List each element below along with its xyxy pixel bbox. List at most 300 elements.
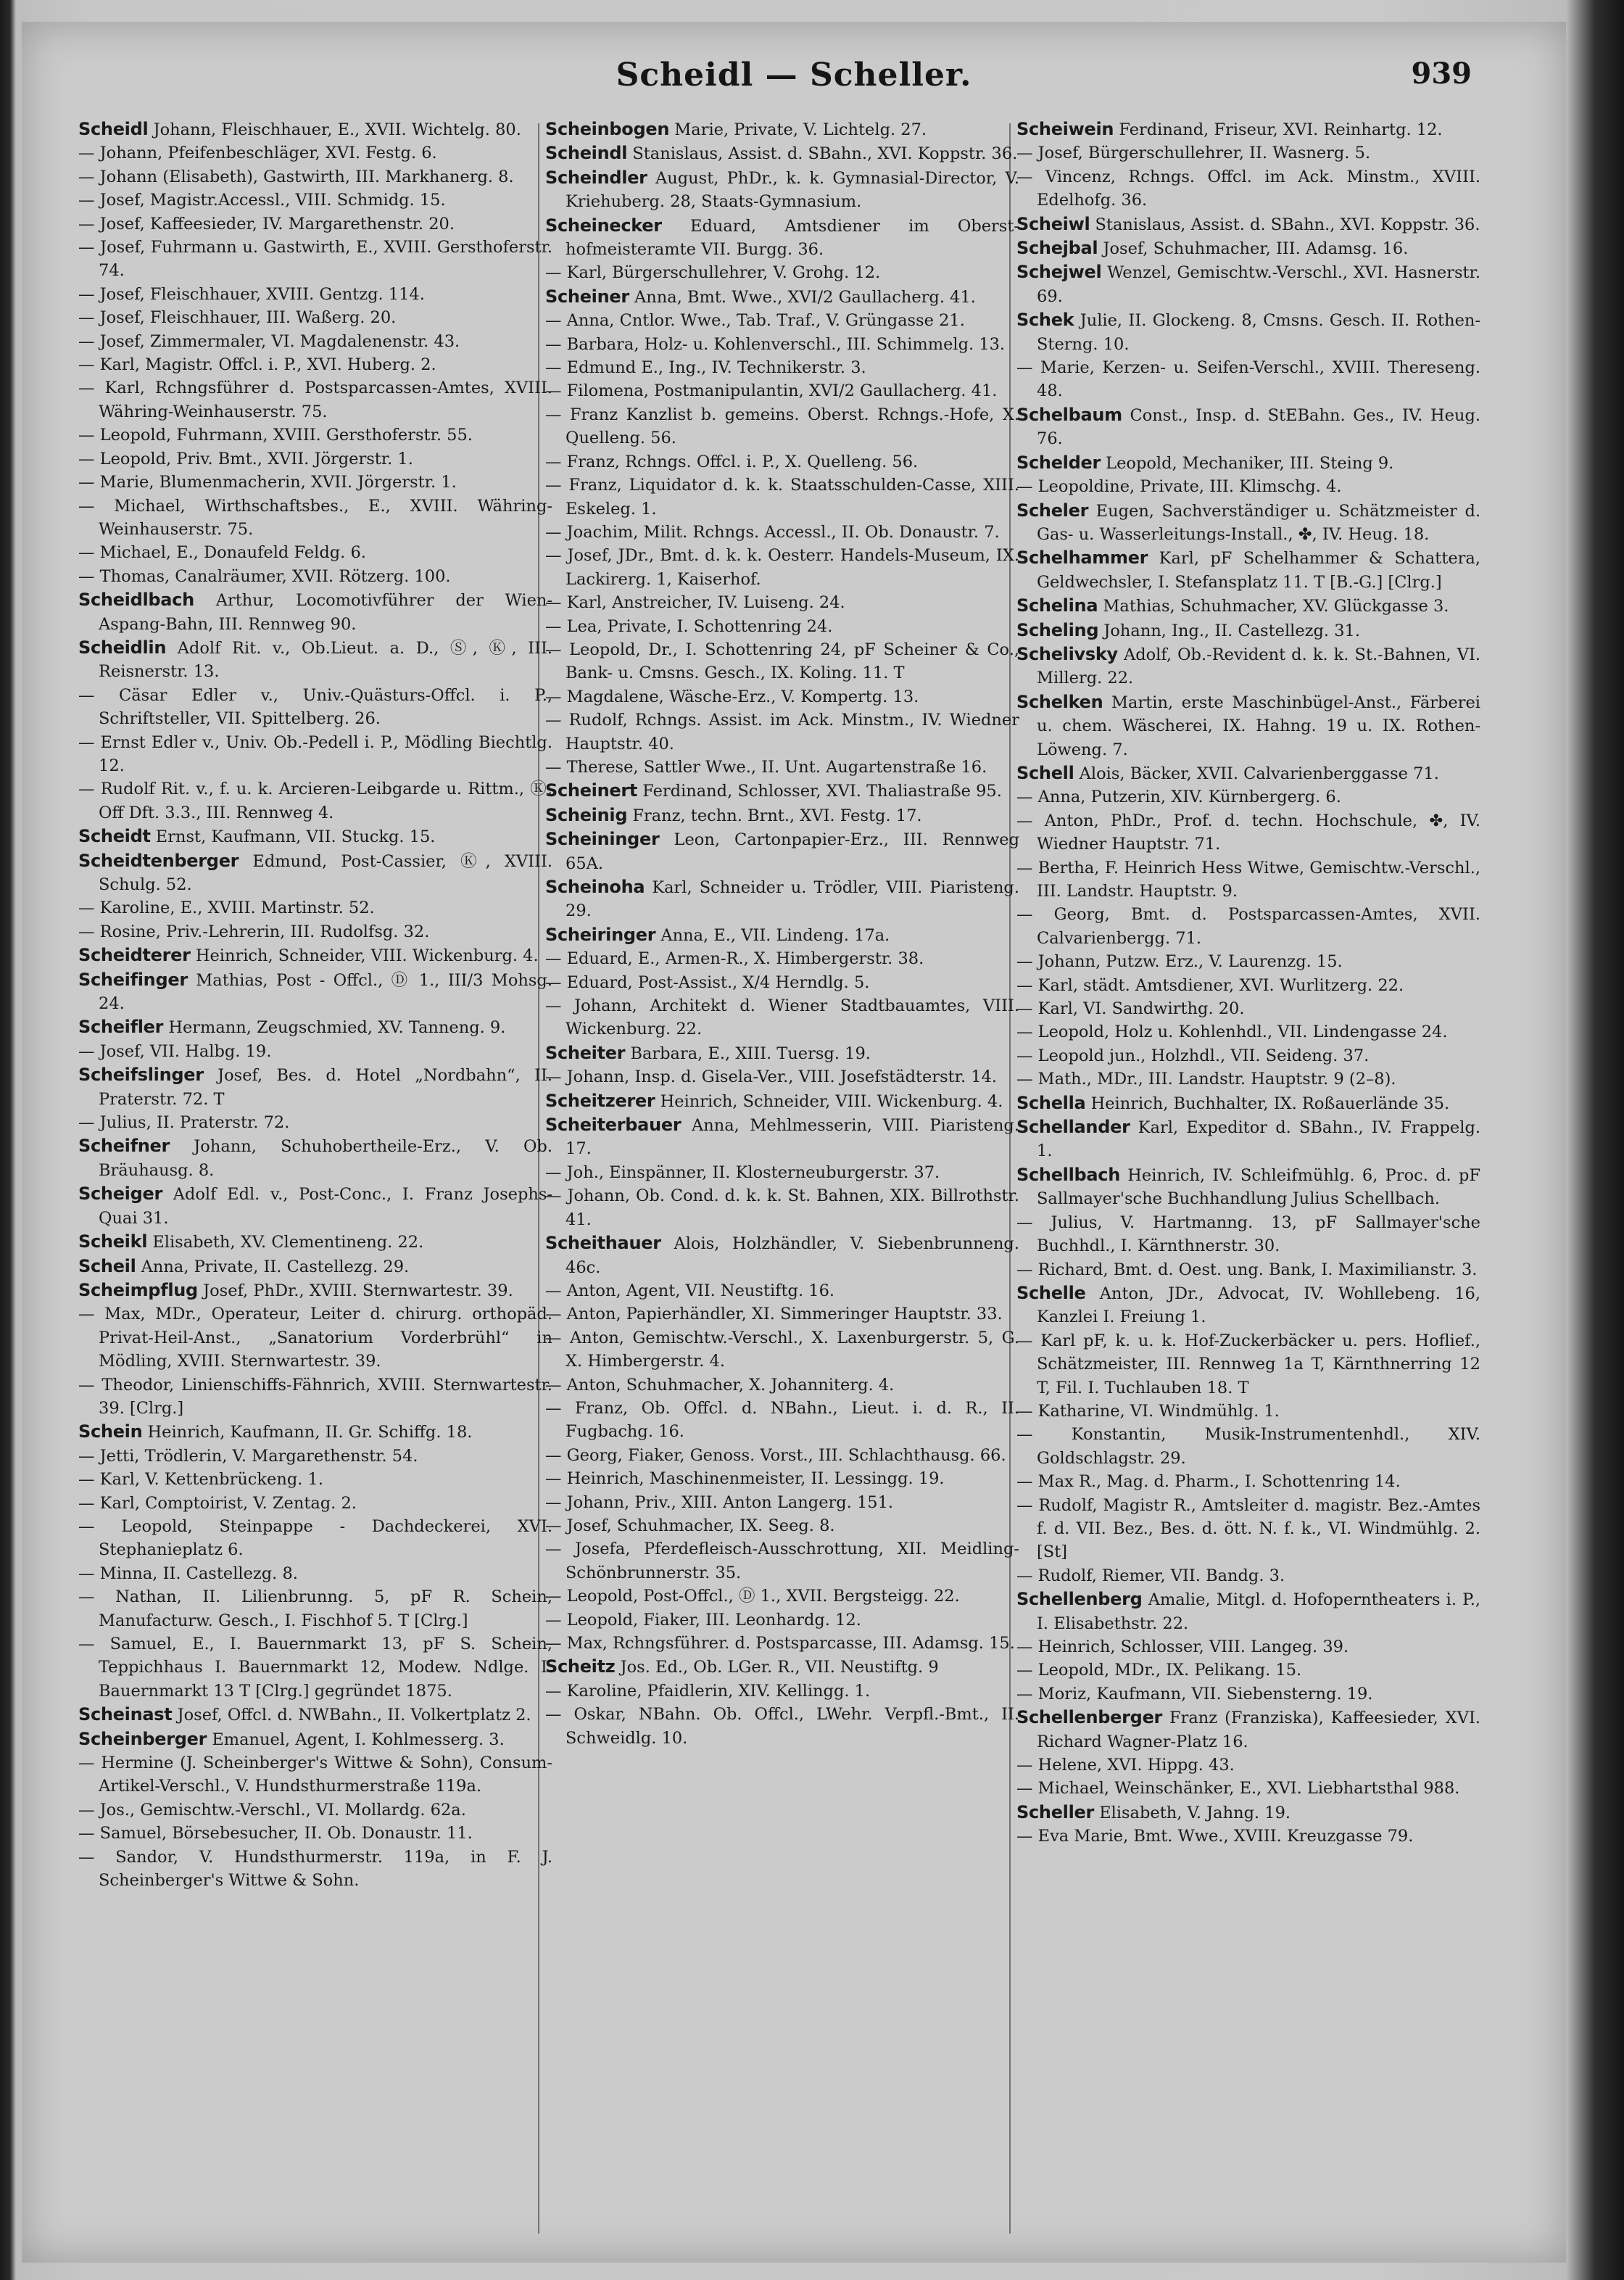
- entry-headword: Schejbal: [1016, 238, 1098, 259]
- entry-text: Josef, Bes. d. Hotel „Nordbahn“, II. Praterstr. 72. T: [99, 1066, 552, 1109]
- entry-headword: Scheiwein: [1016, 119, 1114, 139]
- directory-entry: [545, 709, 1019, 756]
- directory-entry: [1016, 809, 1480, 856]
- directory-entry: [78, 565, 552, 588]
- directory-entry: [1016, 260, 1480, 308]
- directory-entry: [1016, 974, 1480, 997]
- directory-entry: [1016, 1329, 1480, 1400]
- directory-entry: [545, 1632, 1019, 1655]
- directory-entry: [545, 1231, 1019, 1279]
- directory-entry: [545, 1444, 1019, 1467]
- directory-entry: [545, 923, 1019, 947]
- directory-entry: [78, 376, 552, 424]
- entry-text: Anna, Bmt. Wwe., XVI/2 Gaullacherg. 41.: [629, 287, 976, 307]
- directory-entry: [78, 236, 552, 283]
- directory-entry: [78, 1585, 552, 1632]
- entry-text: — Heinrich, Schlosser, VIII. Langeg. 39.: [1016, 1637, 1349, 1656]
- entry-text: — Michael, Wirthschaftsbes., E., XVIII. Währing-Weinhauserstr. 75.: [78, 496, 552, 539]
- directory-entry: [78, 1374, 552, 1421]
- directory-page: [22, 22, 1566, 2263]
- entry-text: Karl, Schneider u. Trödler, VIII. Piaristeng. 29.: [566, 878, 1019, 921]
- entry-text: — Ernst Edler v., Univ. Ob.-Pedell i. P., Mödling Biechtlg. 12.: [78, 732, 552, 775]
- entry-headword: Scheler: [1016, 500, 1089, 521]
- entry-text: — Max, MDr., Operateur, Leiter d. chirurg. orthopäd. Privat-Heil-Anst., „Sanatorium Vorderbrühl“ in Mödling, XVIII. Sternwartestr. 39.: [78, 1305, 552, 1371]
- entry-text: — Jetti, Trödlerin, V. Margarethenstr. 54.: [78, 1446, 418, 1466]
- entry-text: Leopold, Mechaniker, III. Steing 9.: [1101, 453, 1394, 473]
- directory-entry: [545, 474, 1019, 521]
- directory-entry: [78, 1255, 552, 1279]
- directory-entry: [78, 1515, 552, 1562]
- directory-entry: [545, 1655, 1019, 1679]
- entry-headword: Scheinert: [545, 780, 638, 801]
- entry-headword: Schella: [1016, 1092, 1086, 1113]
- directory-entry: [78, 141, 552, 165]
- directory-entry: [78, 1703, 552, 1727]
- directory-entry: [1016, 308, 1480, 356]
- entry-text: — Anton, PhDr., Prof. d. techn. Hochschule, ✤, IV. Wiedner Hauptstr. 71.: [1016, 811, 1480, 854]
- entry-text: — Karl, Bürgerschullehrer, V. Grohg. 12.: [545, 263, 881, 283]
- directory-entry: [78, 588, 552, 636]
- entry-text: — Nathan, II. Lilienbrunng. 5, pF R. Schein, Manufacturw. Gesch., I. Fischhof 5. T [Clrg.]: [78, 1587, 552, 1630]
- entry-text: — Anton, Papierhändler, XI. Simmeringer Hauptstr. 33.: [545, 1305, 1003, 1324]
- directory-entry: [78, 283, 552, 306]
- entry-text: Amalie, Mitgl. d. Hofoperntheaters i. P., I. Elisabethstr. 22.: [1037, 1590, 1480, 1633]
- entry-text: — Georg, Fiaker, Genoss. Vorst., III. Schlachthausg. 66.: [545, 1445, 1006, 1465]
- directory-entry: [1016, 594, 1480, 618]
- directory-entry: [1016, 1258, 1480, 1281]
- directory-entry: [1016, 1706, 1480, 1754]
- entry-text: Ferdinand, Schlosser, XVI. Thaliastraße 95.: [637, 782, 1002, 801]
- directory-entry: [545, 827, 1019, 875]
- directory-entry: [78, 1134, 552, 1182]
- entry-text: — Bertha, F. Heinrich Hess Witwe, Gemischtw.-Verschl., III. Landstr. Hauptstr. 9.: [1016, 858, 1480, 901]
- directory-entry: [78, 306, 552, 329]
- entry-text: — Michael, Weinschänker, E., XVI. Liebhartsthal 988.: [1016, 1779, 1460, 1798]
- entry-text: — Samuel, E., I. Bauernmarkt 13, pF S. Schein, Teppichhaus I. Bauernmarkt 12, Modew. Ndlge. I. Bauernmarkt 13 T [Clrg.] gegründet 1875.: [78, 1635, 552, 1701]
- entry-text: Elisabeth, XV. Clementineng. 22.: [147, 1233, 424, 1252]
- entry-headword: Schejwel: [1016, 262, 1102, 283]
- entry-text: — Rudolf Rit. v., f. u. k. Arcieren-Leibgarde u. Rittm., Ⓚ, Off Dft. 3.3., III. Rennweg 4.: [78, 780, 552, 822]
- directory-entry: [1016, 475, 1480, 498]
- directory-entry: [545, 356, 1019, 379]
- entry-text: — Leopold, Dr., I. Schottenring 24, pF Scheiner & Co., Bank- u. Cmsns. Gesch., IX. Koling. 11. T: [545, 640, 1019, 683]
- entry-headword: Scheimpflug: [78, 1279, 198, 1300]
- directory-entry: [545, 1302, 1019, 1326]
- entry-text: — Johann (Elisabeth), Gastwirth, III. Markhanerg. 8.: [78, 167, 514, 186]
- directory-entry: [1016, 1115, 1480, 1163]
- entry-text: — Therese, Sattler Wwe., II. Unt. Augartenstraße 16.: [545, 757, 987, 777]
- entry-text: — Karoline, E., XVIII. Martinstr. 52.: [78, 899, 375, 918]
- directory-entry: [1016, 403, 1480, 451]
- entry-text: — Johann, Ob. Cond. d. k. k. St. Bahnen, XIX. Billrothstr. 41.: [545, 1186, 1019, 1229]
- directory-entry: [1016, 546, 1480, 594]
- entry-text: — Oskar, NBahn. Ob. Offcl., LWehr. Verpfl.-Bmt., II. Schweidlg. 10.: [545, 1705, 1019, 1748]
- entry-text: Anna, E., VII. Lindeng. 17a.: [655, 925, 890, 945]
- entry-headword: Schellbach: [1016, 1164, 1121, 1185]
- entry-text: — Leopold, Post-Offcl., Ⓓ 1., XVII. Bergsteigg. 22.: [545, 1587, 960, 1606]
- entry-text: — Leopold, Holz u. Kohlenhdl., VII. Lindengasse 24.: [1016, 1023, 1448, 1042]
- entry-text: Mathias, Post - Offcl., Ⓓ 1., III/3 Mohsg. 24.: [99, 970, 552, 1014]
- entry-text: Julie, II. Glockeng. 8, Cmsns. Gesch. II. Rothen-Sterng. 10.: [1037, 311, 1480, 354]
- entry-text: — Marie, Blumenmacherin, XVII. Jörgerstr. 1.: [78, 473, 457, 492]
- entry-text: — Joh., Einspänner, II. Klosterneuburgerstr. 37.: [545, 1162, 940, 1182]
- directory-entry: [1016, 1470, 1480, 1493]
- directory-entry: [78, 1798, 552, 1822]
- directory-entry: [78, 1279, 552, 1302]
- entry-text: — Josef, Magistr.Accessl., VIII. Schmidg. 15.: [78, 191, 446, 210]
- directory-entry: [545, 521, 1019, 544]
- entry-headword: Scheifner: [78, 1136, 170, 1157]
- entry-text: — Minna, II. Castellezg. 8.: [78, 1564, 298, 1583]
- directory-entry: [78, 1040, 552, 1063]
- entry-text: — Josef, Kaffeesieder, IV. Margarethenstr. 20.: [78, 214, 455, 234]
- entry-text: Heinrich, Buchhalter, IX. Roßauerlände 35.: [1085, 1094, 1450, 1113]
- entry-text: — Josef, Fuhrmann u. Gastwirth, E., XVIII. Gersthoferstr. 74.: [78, 238, 552, 281]
- entry-headword: Scheidt: [78, 826, 151, 847]
- directory-entry: [545, 1397, 1019, 1444]
- entry-text: — Johann, Putzw. Erz., V. Laurenzg. 15.: [1016, 952, 1343, 972]
- entry-text: — Josef, Bürgerschullehrer, II. Wasnerg. 5.: [1016, 144, 1371, 163]
- directory-entry: [545, 309, 1019, 332]
- entry-text: — Eduard, E., Armen-R., X. Himbergerstr. 38.: [545, 949, 924, 969]
- entry-headword: Schell: [1016, 762, 1074, 783]
- entry-text: — Sandor, V. Hundsthurmerstr. 119a, in F. J. Scheinberger's Wittwe & Sohn.: [78, 1847, 552, 1891]
- entry-text: — Max R., Mag. d. Pharm., I. Schottenring 14.: [1016, 1472, 1401, 1492]
- entry-text: — Filomena, Postmanipulantin, XVI/2 Gaullacherg. 41.: [545, 381, 998, 401]
- directory-entry: [78, 1822, 552, 1845]
- entry-text: — Samuel, Börsebesucher, II. Ob. Donaustr. 11.: [78, 1824, 473, 1843]
- entry-headword: Scheindler: [545, 167, 647, 188]
- directory-entry: [78, 495, 552, 542]
- entry-headword: Schelle: [1016, 1282, 1086, 1303]
- directory-entry: [545, 638, 1019, 685]
- entry-text: — Josef, Fleischhauer, III. Waßerg. 20.: [78, 308, 397, 328]
- directory-entry: [78, 1182, 552, 1230]
- entry-text: Johann, Schuhobertheile-Erz., V. Ob. Bräuhausg. 8.: [99, 1137, 552, 1180]
- entry-text: — Anna, Putzerin, XIV. Kürnbergerg. 6.: [1016, 788, 1341, 807]
- entry-headword: Scheiner: [545, 286, 629, 307]
- entry-headword: Scheinbogen: [545, 119, 670, 139]
- entry-text: Martin, erste Maschinbügel-Anst., Färberei u. chem. Wäscherei, IX. Hahng. 19 u. IX. Rothen-Löweng. 7.: [1037, 693, 1480, 759]
- entry-text: Heinrich, Kaufmann, II. Gr. Schiffg. 18.: [142, 1423, 473, 1442]
- directory-entry: [1016, 619, 1480, 643]
- entry-headword: Scheitz: [545, 1656, 616, 1677]
- directory-entry: [78, 1302, 552, 1373]
- entry-headword: Schelder: [1016, 452, 1101, 473]
- directory-entry: [545, 947, 1019, 970]
- directory-entry: [545, 379, 1019, 402]
- entry-headword: Scheiwl: [1016, 213, 1090, 234]
- directory-entry: [78, 1420, 552, 1444]
- entry-text: Heinrich, Schneider, VIII. Wickenburg. 4.: [190, 946, 539, 966]
- directory-entry: [1016, 117, 1480, 141]
- directory-entry: [1016, 1163, 1480, 1211]
- entry-text: Heinrich, IV. Schleifmühlg. 6, Proc. d. pF Sallmayer'sche Buchhandlung Julius Schellbach.: [1037, 1165, 1480, 1209]
- directory-entry: [78, 1063, 552, 1111]
- entry-text: Stanislaus, Assist. d. SBahn., XVI. Koppstr. 36.: [1090, 215, 1480, 234]
- directory-entry: [78, 1445, 552, 1468]
- directory-entry: [545, 804, 1019, 827]
- directory-entry: [78, 353, 552, 376]
- entry-text: Eduard, Amtsdiener im Oberst-hofmeisteramte VII. Burgg. 36.: [566, 216, 1019, 260]
- entry-text: Ferdinand, Friseur, XVI. Reinhartg. 12.: [1114, 120, 1443, 139]
- entry-text: — Karl, Rchngsführer d. Postsparcassen-Amtes, XVIII. Währing-Weinhauserstr. 75.: [78, 379, 552, 421]
- entry-text: — Josef, Schuhmacher, IX. Seeg. 8.: [545, 1516, 835, 1535]
- entry-text: — Franz, Ob. Offcl. d. NBahn., Lieut. i. d. R., II. Fugbachg. 16.: [545, 1398, 1019, 1442]
- directory-entry: [1016, 141, 1480, 165]
- directory-entry: [1016, 856, 1480, 904]
- entry-text: — Johann, Priv., XIII. Anton Langerg. 151.: [545, 1492, 894, 1512]
- directory-column-2: [545, 117, 1019, 2242]
- directory-entry: [1016, 1020, 1480, 1044]
- directory-entry: [545, 1491, 1019, 1514]
- directory-entry: [1016, 1754, 1480, 1777]
- entry-text: — Marie, Kerzen- u. Seifen-Verschl., XVIII. Thereseng. 48.: [1016, 358, 1480, 401]
- entry-headword: Schek: [1016, 310, 1074, 331]
- entry-headword: Schelken: [1016, 691, 1103, 712]
- directory-entry: [545, 450, 1019, 474]
- directory-entry: [1016, 690, 1480, 761]
- entry-text: Anna, Private, II. Castellezg. 29.: [136, 1257, 410, 1276]
- entry-headword: Schelhammer: [1016, 548, 1148, 569]
- directory-entry: [1016, 903, 1480, 950]
- directory-entry: [545, 333, 1019, 356]
- entry-text: Hermann, Zeugschmied, XV. Tanneng. 9.: [163, 1018, 506, 1038]
- entry-text: — Rudolf, Riemer, VII. Bandg. 3.: [1016, 1566, 1285, 1585]
- entry-text: Edmund, Post-Cassier, Ⓚ, XVIII. Schulg. 52.: [99, 851, 552, 894]
- directory-entry: [1016, 1635, 1480, 1659]
- entry-text: Jos. Ed., Ob. LGer. R., VII. Neustiftg. 9: [615, 1658, 939, 1677]
- directory-entry: [1016, 1211, 1480, 1258]
- entry-text: — Joachim, Milit. Rchngs. Accessl., II. Ob. Donaustr. 7.: [545, 522, 1000, 542]
- directory-entry: [78, 1492, 552, 1515]
- page-number: 939: [1411, 57, 1472, 91]
- directory-entry: [545, 1113, 1019, 1161]
- entry-text: — Magdalene, Wäsche-Erz., V. Kompertg. 13.: [545, 687, 919, 706]
- entry-text: — Konstantin, Musik-Instrumentenhdl., XIV. Goldschlagstr. 29.: [1016, 1425, 1480, 1468]
- entry-text: Karl, pF Schelhammer & Schattera, Geldwechsler, I. Stefansplatz 11. T [B.-G.] [Clrg.]: [1037, 549, 1480, 592]
- entry-headword: Scheinast: [78, 1704, 173, 1725]
- directory-entry: [545, 261, 1019, 284]
- directory-entry: [78, 968, 552, 1016]
- directory-entry: [545, 1608, 1019, 1632]
- entry-headword: Scheifinger: [78, 969, 188, 990]
- directory-entry: [1016, 1494, 1480, 1564]
- directory-entry: [545, 1467, 1019, 1490]
- entry-text: Heinrich, Schneider, VIII. Wickenburg. 4.: [655, 1091, 1003, 1111]
- directory-entry: [78, 943, 552, 967]
- entry-text: — Karl, Anstreicher, IV. Luiseng. 24.: [545, 593, 845, 613]
- directory-entry: [1016, 785, 1480, 809]
- directory-entry: [1016, 1777, 1480, 1800]
- entry-text: — Cäsar Edler v., Univ.-Quästurs-Offcl. i. P., Schriftsteller, VII. Spittelberg. 26.: [78, 685, 552, 729]
- entry-text: — Rudolf, Rchngs. Assist. im Ack. Minstm., IV. Wiedner Hauptstr. 40.: [545, 711, 1019, 753]
- entry-text: — Max, Rchngsführer. d. Postsparcasse, III. Adamsg. 15.: [545, 1634, 1015, 1653]
- directory-entry: [1016, 1400, 1480, 1423]
- entry-text: — Eva Marie, Bmt. Wwe., XVIII. Kreuzgasse 79.: [1016, 1827, 1414, 1846]
- entry-text: Emanuel, Agent, I. Kohlmesserg. 3.: [207, 1730, 505, 1749]
- entry-headword: Scheil: [78, 1255, 136, 1276]
- entry-text: — Leopoldine, Private, III. Klimschg. 4.: [1016, 477, 1342, 497]
- directory-entry: [78, 731, 552, 778]
- directory-entry: [1016, 451, 1480, 475]
- entry-headword: Schellenberg: [1016, 1589, 1143, 1610]
- entry-text: Mathias, Schuhmacher, XV. Glückgasse 3.: [1098, 597, 1449, 616]
- entry-text: — Josef, Zimmermaler, VI. Magdalenenstr. 43.: [78, 331, 460, 351]
- directory-entry: [1016, 1091, 1480, 1115]
- entry-text: — Karl, Magistr. Offcl. i. P., XVI. Huberg. 2.: [78, 355, 436, 375]
- entry-text: Alois, Holzhändler, V. Siebenbrunneng. 46c.: [566, 1234, 1019, 1277]
- entry-text: — Moriz, Kaufmann, VII. Siebensterng. 19.: [1016, 1684, 1373, 1703]
- directory-entry: [545, 1703, 1019, 1750]
- entry-text: — Karl, VI. Sandwirthg. 20.: [1016, 999, 1245, 1019]
- entry-text: — Eduard, Post-Assist., X/4 Herndlg. 5.: [545, 972, 870, 992]
- directory-entry: [545, 141, 1019, 165]
- entry-headword: Scheinberger: [78, 1728, 207, 1749]
- entry-text: — Lea, Private, I. Schottenring 24.: [545, 616, 833, 636]
- entry-text: Anna, Mehlmesserin, VIII. Piaristeng. 17.: [566, 1116, 1019, 1159]
- directory-entry: [1016, 1682, 1480, 1706]
- directory-entry: [545, 875, 1019, 923]
- entry-text: — Michael, E., Donaufeld Feldg. 6.: [78, 543, 366, 563]
- entry-text: — Barbara, Holz- u. Kohlenverschl., III. Schimmelg. 13.: [545, 334, 1006, 354]
- entry-text: — Josef, VII. Halbg. 19.: [78, 1041, 272, 1061]
- entry-text: Franz, techn. Brnt., XVI. Festg. 17.: [627, 806, 922, 825]
- directory-entry: [78, 541, 552, 564]
- entry-text: — Heinrich, Maschinenmeister, II. Lessingg. 19.: [545, 1469, 945, 1489]
- directory-entry: [545, 1065, 1019, 1089]
- directory-entry: [78, 165, 552, 189]
- entry-text: Franz (Franziska), Kaffeesieder, XVI. Richard Wagner-Platz 16.: [1037, 1709, 1480, 1751]
- entry-text: — Franz, Rchngs. Offcl. i. P., X. Quelleng. 56.: [545, 452, 919, 471]
- entry-text: Alois, Bäcker, XVII. Calvarienberggasse 71.: [1074, 764, 1439, 783]
- directory-entry: [78, 424, 552, 447]
- entry-headword: Scheiter: [545, 1042, 626, 1063]
- directory-entry: [1016, 1825, 1480, 1848]
- directory-entry: [1016, 950, 1480, 973]
- entry-text: — Julius, II. Praterstr. 72.: [78, 1113, 290, 1133]
- entry-text: — Vincenz, Rchngs. Offcl. im Ack. Minstm., XVIII. Edelhofg. 36.: [1016, 167, 1480, 210]
- entry-text: — Hermine (J. Scheinberger's Wittwe & Sohn), Consum-Artikel-Verschl., V. Hundsthurmerstraße 119a.: [78, 1754, 552, 1796]
- directory-entry: [78, 117, 552, 141]
- entry-text: Wenzel, Gemischtw.-Verschl., XVI. Hasnerstr. 69.: [1037, 263, 1480, 306]
- entry-headword: Scheifslinger: [78, 1065, 204, 1086]
- directory-entry: [78, 1562, 552, 1585]
- entry-text: — Josef, Fleischhauer, XVIII. Gentzg. 114.: [78, 284, 425, 304]
- directory-entry: [78, 849, 552, 897]
- directory-entry: [545, 1680, 1019, 1703]
- entry-text: August, PhDr., k. k. Gymnasial-Director, V. Kriehuberg. 28, Staats-Gymnasium.: [566, 168, 1019, 212]
- directory-entry: [545, 1041, 1019, 1065]
- entry-headword: Schelina: [1016, 595, 1098, 616]
- entry-text: — Josef, JDr., Bmt. d. k. k. Oesterr. Handels-Museum, IX. Lackirerg. 1, Kaiserhof.: [545, 546, 1019, 589]
- directory-entry: [78, 447, 552, 471]
- entry-text: — Karl pF, k. u. k. Hof-Zuckerbäcker u. pers. Hoflief., Schätzmeister, III. Rennweg 1a T, Kärnthnerring 12 T, Fil. I. Tuchlauben 18. T: [1016, 1331, 1480, 1397]
- entry-text: — Theodor, Linienschiffs-Fähnrich, XVIII. Sternwartestr. 39. [Clrg.]: [78, 1375, 552, 1418]
- entry-text: — Franz Kanzlist b. gemeins. Oberst. Rchngs.-Hofe, X. Quelleng. 56.: [545, 405, 1019, 448]
- entry-text: — Rosine, Priv.-Lehrerin, III. Rudolfsg. 32.: [78, 922, 430, 941]
- running-title: Scheidl — Scheller.: [616, 57, 972, 94]
- directory-entry: [545, 779, 1019, 803]
- entry-text: — Leopold, MDr., IX. Pelikang. 15.: [1016, 1661, 1302, 1680]
- directory-entry: [545, 214, 1019, 262]
- entry-text: — Leopold, Priv. Bmt., XVII. Jörgerstr. 1.: [78, 449, 413, 468]
- entry-headword: Scheiger: [78, 1184, 162, 1205]
- entry-text: Adolf, Ob.-Revident d. k. k. St.-Bahnen, VI. Millerg. 22.: [1037, 645, 1480, 688]
- directory-entry: [78, 920, 552, 943]
- entry-text: Eugen, Sachverständiger u. Schätzmeister d. Gas- u. Wasserleitungs-Install., ✤, IV. Heug. 18.: [1037, 501, 1480, 544]
- entry-text: — Anna, Cntlor. Wwe., Tab. Traf., V. Grüngasse 21.: [545, 311, 965, 331]
- entry-text: Johann, Ing., II. Castellezg. 31.: [1098, 621, 1361, 640]
- entry-headword: Schellander: [1016, 1117, 1130, 1138]
- directory-entry: [78, 636, 552, 684]
- directory-entry: [545, 1184, 1019, 1231]
- directory-entry: [545, 544, 1019, 591]
- entry-text: — Anton, Agent, VII. Neustiftg. 16.: [545, 1281, 835, 1300]
- entry-text: Johann, Fleischhauer, E., XVII. Wichtelg. 80.: [148, 120, 521, 139]
- directory-entry: [78, 684, 552, 731]
- entry-text: — Julius, V. Hartmanng. 13, pF Sallmayer'sche Buchhdl., I. Kärnthnerstr. 30.: [1016, 1213, 1480, 1256]
- entry-text: — Josefa, Pferdefleisch-Ausschrottung, XII. Meidling-Schönbrunnerstr. 35.: [545, 1540, 1019, 1582]
- directory-entry: [545, 1279, 1019, 1302]
- entry-text: — Anton, Schuhmacher, X. Johanniterg. 4.: [545, 1375, 895, 1395]
- directory-entry: [545, 1374, 1019, 1397]
- directory-entry: [1016, 1423, 1480, 1470]
- entry-text: Const., Insp. d. StEBahn. Ges., IV. Heug. 76.: [1037, 405, 1480, 449]
- directory-column-3: [1016, 117, 1480, 2242]
- directory-entry: [545, 994, 1019, 1041]
- directory-entry: [78, 1111, 552, 1134]
- entry-text: Ernst, Kaufmann, VII. Stuckg. 15.: [150, 827, 436, 847]
- directory-entry: [545, 403, 1019, 450]
- directory-entry: [78, 1468, 552, 1491]
- entry-headword: Scheller: [1016, 1801, 1095, 1822]
- entry-headword: Scheithauer: [545, 1233, 661, 1254]
- entry-headword: Scheidl: [78, 119, 149, 139]
- entry-headword: Scheiterbauer: [545, 1115, 682, 1136]
- entry-headword: Scheindl: [545, 143, 628, 164]
- directory-entry: [1016, 1564, 1480, 1587]
- directory-entry: [1016, 356, 1480, 403]
- directory-entry: [78, 471, 552, 494]
- directory-entry: [545, 1585, 1019, 1608]
- entry-text: Arthur, Locomotivführer der Wien-Aspang-Bahn, III. Rennweg 90.: [99, 591, 552, 634]
- entry-text: — Georg, Bmt. d. Postsparcassen-Amtes, XVII. Calvarienbergg. 71.: [1016, 905, 1480, 948]
- directory-entry: [545, 615, 1019, 638]
- directory-entry: [1016, 643, 1480, 690]
- directory-entry: [78, 212, 552, 236]
- entry-headword: Scheiringer: [545, 924, 656, 945]
- directory-entry: [545, 685, 1019, 709]
- directory-entry: [78, 1015, 552, 1039]
- entry-headword: Schellenberger: [1016, 1707, 1163, 1728]
- directory-entry: [1016, 1067, 1480, 1091]
- directory-entry: [545, 117, 1019, 141]
- directory-entry: [545, 591, 1019, 614]
- entry-headword: Scheidterer: [78, 945, 191, 966]
- entry-text: — Karl, Comptoirist, V. Zentag. 2.: [78, 1493, 357, 1513]
- entry-text: — Anton, Gemischtw.-Verschl., X. Laxenburgerstr. 5, G. X. Himbergerstr. 4.: [545, 1328, 1019, 1371]
- entry-headword: Scheifler: [78, 1017, 164, 1038]
- entry-headword: Schein: [78, 1421, 143, 1442]
- entry-text: — Franz, Liquidator d. k. k. Staatsschulden-Casse, XIII. Eskeleg. 1.: [545, 476, 1019, 519]
- entry-headword: Schelbaum: [1016, 404, 1122, 425]
- directory-entry: [1016, 212, 1480, 236]
- directory-entry: [545, 756, 1019, 779]
- entry-headword: Scheinecker: [545, 215, 662, 236]
- entry-text: — Johann, Pfeifenbeschläger, XVI. Festg. 6.: [78, 144, 437, 163]
- entry-text: — Edmund E., Ing., IV. Technikerstr. 3.: [545, 358, 866, 378]
